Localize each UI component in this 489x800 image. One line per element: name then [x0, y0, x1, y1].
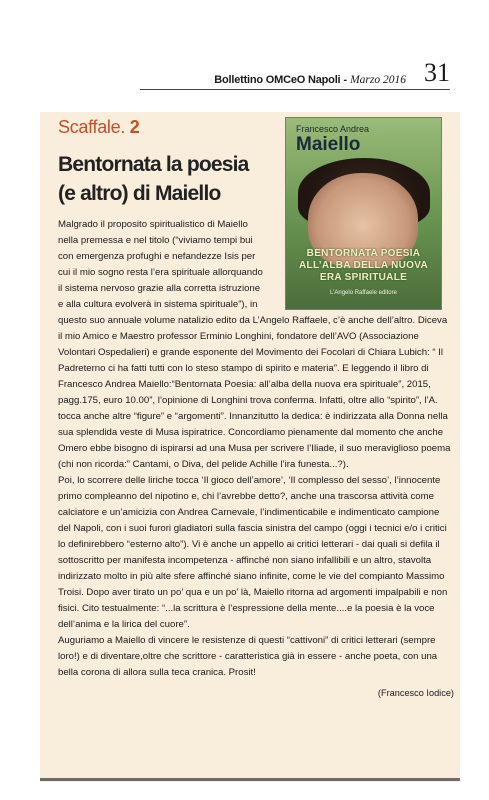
section-label	[58, 117, 139, 138]
paragraph-1-continued: questo suo annuale volume natalizio edito da L’Angelo Raffaele, c’è anche dell’altro. Diceva il mio Amico e Maestro professor Erminio Longhini, fondatore dell’AVO (Associazione Volontari Ospedalieri) e grande esponente del Movimento dei Focolari di Chiara Lubich: “ Il Padreterno ci ha fatti tutti con lo steso stampo di spirito e materia”. E leggendo il libro di Francesco Andrea Maiello:“Bentornata Poesia: all’alba della nuova era spirituale”, 2015, pagg.175, euro 10.00”, l’opinione di Longhini trova conferma. Infatti, oltre allo “spirito”, l’A. tocca anche altre “figure” e “argomenti”. Innanzitutto la dedica: è indirizzata alla Donna nella sua splendida veste di Musa ispiratrice. Concordiamo pienamente dal momento che anche Omero ebbe bisogno di ispirarsi ad una Musa per scrivere l’Iliade, il suo meraviglioso poema (chi non ricorda:” Cantami, o Diva, del pelide Achille l’ira funesta...?).	[58, 315, 451, 470]
page-number: 31	[424, 58, 450, 87]
title-line-2: (e altro) di Maiello	[58, 182, 221, 205]
article-box-bottom-rule	[40, 778, 460, 781]
page-header	[140, 58, 450, 86]
cover-publisher: L’Angelo Raffaele editore	[330, 290, 397, 296]
cover-author-last: Maiello	[296, 134, 361, 155]
article-title	[58, 150, 278, 208]
author-signature: (Francesco Iodice)	[377, 688, 454, 698]
publication-name: Bollettino OMCeO Napoli	[214, 74, 341, 86]
section-number: 2	[129, 117, 140, 137]
cover-title-main: BENTORNATA POESIA	[306, 248, 421, 259]
section-name: Scaffale.	[58, 117, 126, 137]
paragraph-1-intro: Malgrado il proposito spiritualistico di Maiello nella premessa e nel titolo (“viviamo tempi bui con emergenza profughi e nefandezze Isis per cui il mio sogno resta l’era spirituale allorquando il sistema nervoso grazie alla corretta istruzione e alla cultura evolverà in sistema spirituale”), in	[58, 219, 263, 310]
cover-title-subtitle: ALL’ALBA DELLA NUOVA ERA SPIRITUALE	[299, 260, 428, 283]
article-body	[58, 217, 454, 701]
paragraph-3: Auguriamo a Maiello di vincere le resistenze di questi “cattivoni” di critici letterari (sempre loro!) e di diventare,oltre che scrittore - caratteristica già in essere - anche poeta, con una bella corona di allora sulla teca cranica. Prosit!	[58, 635, 438, 678]
issue-date: Marzo 2016	[350, 74, 406, 86]
paragraph-2: Poi, lo scorrere delle liriche tocca ‘Il gioco dell’amore’, ‘Il complesso del sesso’, l’innocente primo compleanno del nipotino e, chi l’avrebbe detto?, anche una trascorsa attività come calciatore e un’amicizia con Andrea Carnevale, l’indimenticabile e indimenticato campione del Napoli, con i suoi furori gladiatori sulla fascia sinistra del campo (oggi i tecnici e/o i critici lo definirebbero “esterno alto”). Vi è anche un appello ai critici letterari - dai quali si defila il sottoscritto per manifesta incompetenza - affinché non siano infallibili e un altro, stavolta indirizzato molto in più alte sfere affinché siano infinite, come le vie del compianto Massimo Troisi. Dopo aver tirato un po’ qua e un po’ là, Maiello ritorna ad argomenti impalpabili e non fisici. Cito testualmente: “...la scrittura è l’espressione della mente....e la poesia è la voce dell’anima e la lirica del cuore”.	[58, 475, 448, 630]
title-line-1: Bentornata la poesia	[58, 153, 249, 176]
cover-author-first: Francesco Andrea	[296, 124, 370, 134]
header-separator: -	[343, 74, 348, 86]
header-divider	[140, 89, 450, 90]
